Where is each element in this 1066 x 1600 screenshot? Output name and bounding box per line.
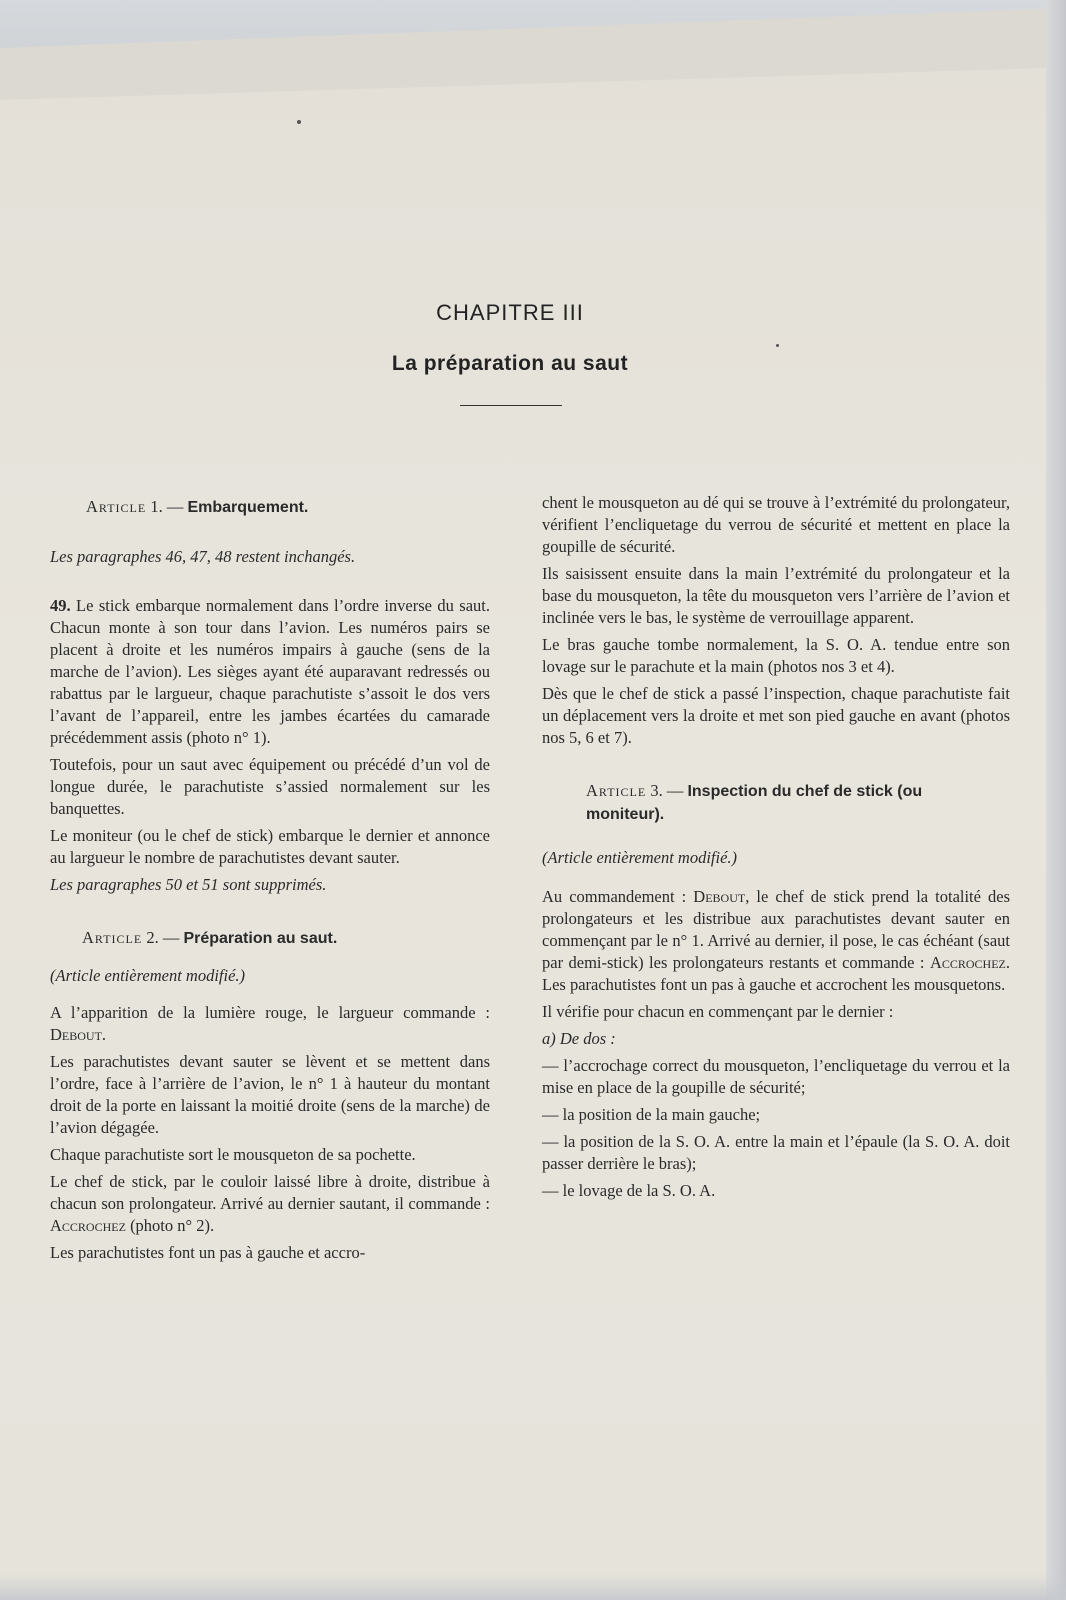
command-debout: Debout. bbox=[50, 1025, 107, 1044]
article-dash: — bbox=[162, 928, 180, 947]
list-item: — le lovage de la S. O. A. bbox=[542, 1181, 716, 1200]
article-dash: — bbox=[166, 497, 184, 516]
note-article-modified: (Article entièrement modifié.) bbox=[542, 848, 738, 867]
paragraph-number: 49. bbox=[50, 596, 71, 615]
paragraph-text: . Les parachutistes font un pas à gauche et accrochent les mousquetons. bbox=[542, 953, 1010, 994]
article-keyword: Article bbox=[586, 781, 647, 800]
article-number: 1. bbox=[150, 497, 163, 516]
command-accrochez: Accrochez bbox=[929, 953, 1006, 972]
list-item: — la position de la S. O. A. entre la main et l’épaule (la S. O. A. doit passer derrière le bras); bbox=[542, 1132, 1010, 1173]
article-dash: — bbox=[666, 781, 684, 800]
list-item: — la position de la main gauche; bbox=[542, 1105, 761, 1124]
left-column bbox=[50, 496, 490, 1269]
paper-speck bbox=[297, 120, 301, 124]
right-column bbox=[542, 492, 1010, 1207]
paragraph-moniteur: Le moniteur (ou le chef de stick) embarque le dernier et annonce au largueur le nombre de parachutistes devant sauter. bbox=[50, 826, 490, 867]
paragraph-text: Au commandement : bbox=[542, 887, 687, 906]
article-1-heading bbox=[50, 496, 490, 519]
paragraph-verifie: Il vérifie pour chacun en commençant par le dernier : bbox=[542, 1002, 894, 1021]
paragraph-bras-gauche: Le bras gauche tombe normalement, la S. O. A. tendue entre son lovage sur le parachute et la main (photos nos 3 et 4). bbox=[542, 635, 1010, 676]
list-item: — l’accrochage correct du mousqueton, l’encliquetage du verrou et la mise en place de la goupille de sécurité; bbox=[542, 1056, 1010, 1097]
paragraph-des-que: Dès que le chef de stick a passé l’inspection, chaque parachutiste fait un déplacement vers la droite et met son pied gauche en avant (photos nos 5, 6 et 7). bbox=[542, 684, 1010, 747]
article-keyword: Article bbox=[86, 497, 147, 516]
note-paragraphs-unchanged: Les paragraphes 46, 47, 48 restent inchangés. bbox=[50, 547, 356, 566]
article-number: 2. bbox=[146, 928, 159, 947]
page-edge bbox=[1046, 0, 1066, 1600]
article-title: Inspection du chef de stick (ou moniteur). bbox=[586, 783, 923, 823]
article-number: 3. bbox=[650, 781, 663, 800]
paragraph-49-text: Le stick embarque normalement dans l’ordre inverse du saut. Chacun monte à son tour dans l’avion. Les numéros pairs se placent à droite et les numéros impairs à gauche (sens de la marche de l’avion). Les sièges ayant été auparavant redressés ou rabattus par le largueur, chaque parachutiste s’assoit le dos vers l’avant de l’appareil, entre les jambes écartées du camarade précédemment assis (photo n° 1). bbox=[50, 596, 491, 747]
note-article-modified: (Article entièrement modifié.) bbox=[50, 966, 246, 985]
article-title: Embarquement. bbox=[187, 499, 309, 516]
paragraph-saisissent: Ils saisissent ensuite dans la main l’extrémité du prolongateur et la base du mousqueton, la tête du mousqueton vers l’arrière de l’avion et inclinée vers le bas, le système de verrouillage apparent. bbox=[542, 564, 1010, 627]
paragraph-chef-de-stick bbox=[50, 1171, 490, 1237]
paper-speck bbox=[776, 344, 779, 347]
article-2-heading bbox=[50, 927, 490, 950]
paragraph-continuation: chent le mousqueton au dé qui se trouve à l’extrémité du prolongateur, vérifient l’encliquetage du verrou de sécurité et mettent en place la goupille de sécurité. bbox=[542, 493, 1010, 556]
paragraph-text: (photo n° 2). bbox=[130, 1216, 215, 1235]
paragraph-levent: Les parachutistes devant sauter se lèvent et se mettent dans l’ordre, face à l’arrière de l’avion, le n° 1 à hauteur du montant droit de la porte en laissant la moitié droite (sens de la marche) de l’avion dégagée. bbox=[50, 1052, 490, 1137]
note-paragraphs-removed: Les paragraphes 50 et 51 sont supprimés. bbox=[50, 875, 327, 894]
paragraph-pas-gauche: Les parachutistes font un pas à gauche et accro- bbox=[50, 1243, 366, 1262]
article-keyword: Article bbox=[82, 928, 143, 947]
paragraph-mousqueton: Chaque parachutiste sort le mousqueton de sa pochette. bbox=[50, 1145, 416, 1164]
command-debout: Debout bbox=[693, 887, 746, 906]
article-3-heading bbox=[542, 780, 1010, 826]
paragraph-text: Le chef de stick, par le couloir laissé libre à droite, distribue à chacun son prolongateur. Arrivé au dernier sautant, il commande : bbox=[50, 1172, 490, 1213]
chapter-subtitle: La préparation au saut bbox=[391, 352, 629, 375]
paragraph-49 bbox=[50, 595, 490, 749]
article-title: Préparation au saut. bbox=[183, 930, 338, 947]
bottom-shadow bbox=[0, 1574, 1066, 1600]
paragraph-text: A l’apparition de la lumière rouge, le largueur commande : bbox=[50, 1003, 490, 1022]
list-heading-de-dos: a) De dos : bbox=[542, 1029, 616, 1048]
chapter-title: CHAPITRE III bbox=[436, 300, 584, 325]
command-accrochez: Accrochez bbox=[50, 1216, 126, 1235]
paragraph-text: , le chef de stick prend la totalité des prolongateurs et les distribue aux parachutistes devant sauter en commençant par le n° 1. Arrivé au dernier, il pose, le cas échéant (saut par demi-stick) les prolongateurs restants et commande : bbox=[542, 887, 1011, 972]
paragraph-toutefois: Toutefois, pour un saut avec équipement ou précédé d’un vol de longue durée, le parachutiste s’assied normalement sur les banquettes. bbox=[50, 755, 490, 818]
paragraph-commandement bbox=[542, 886, 1010, 996]
paragraph-lumiere-rouge bbox=[50, 1002, 490, 1046]
title-rule bbox=[460, 405, 562, 406]
